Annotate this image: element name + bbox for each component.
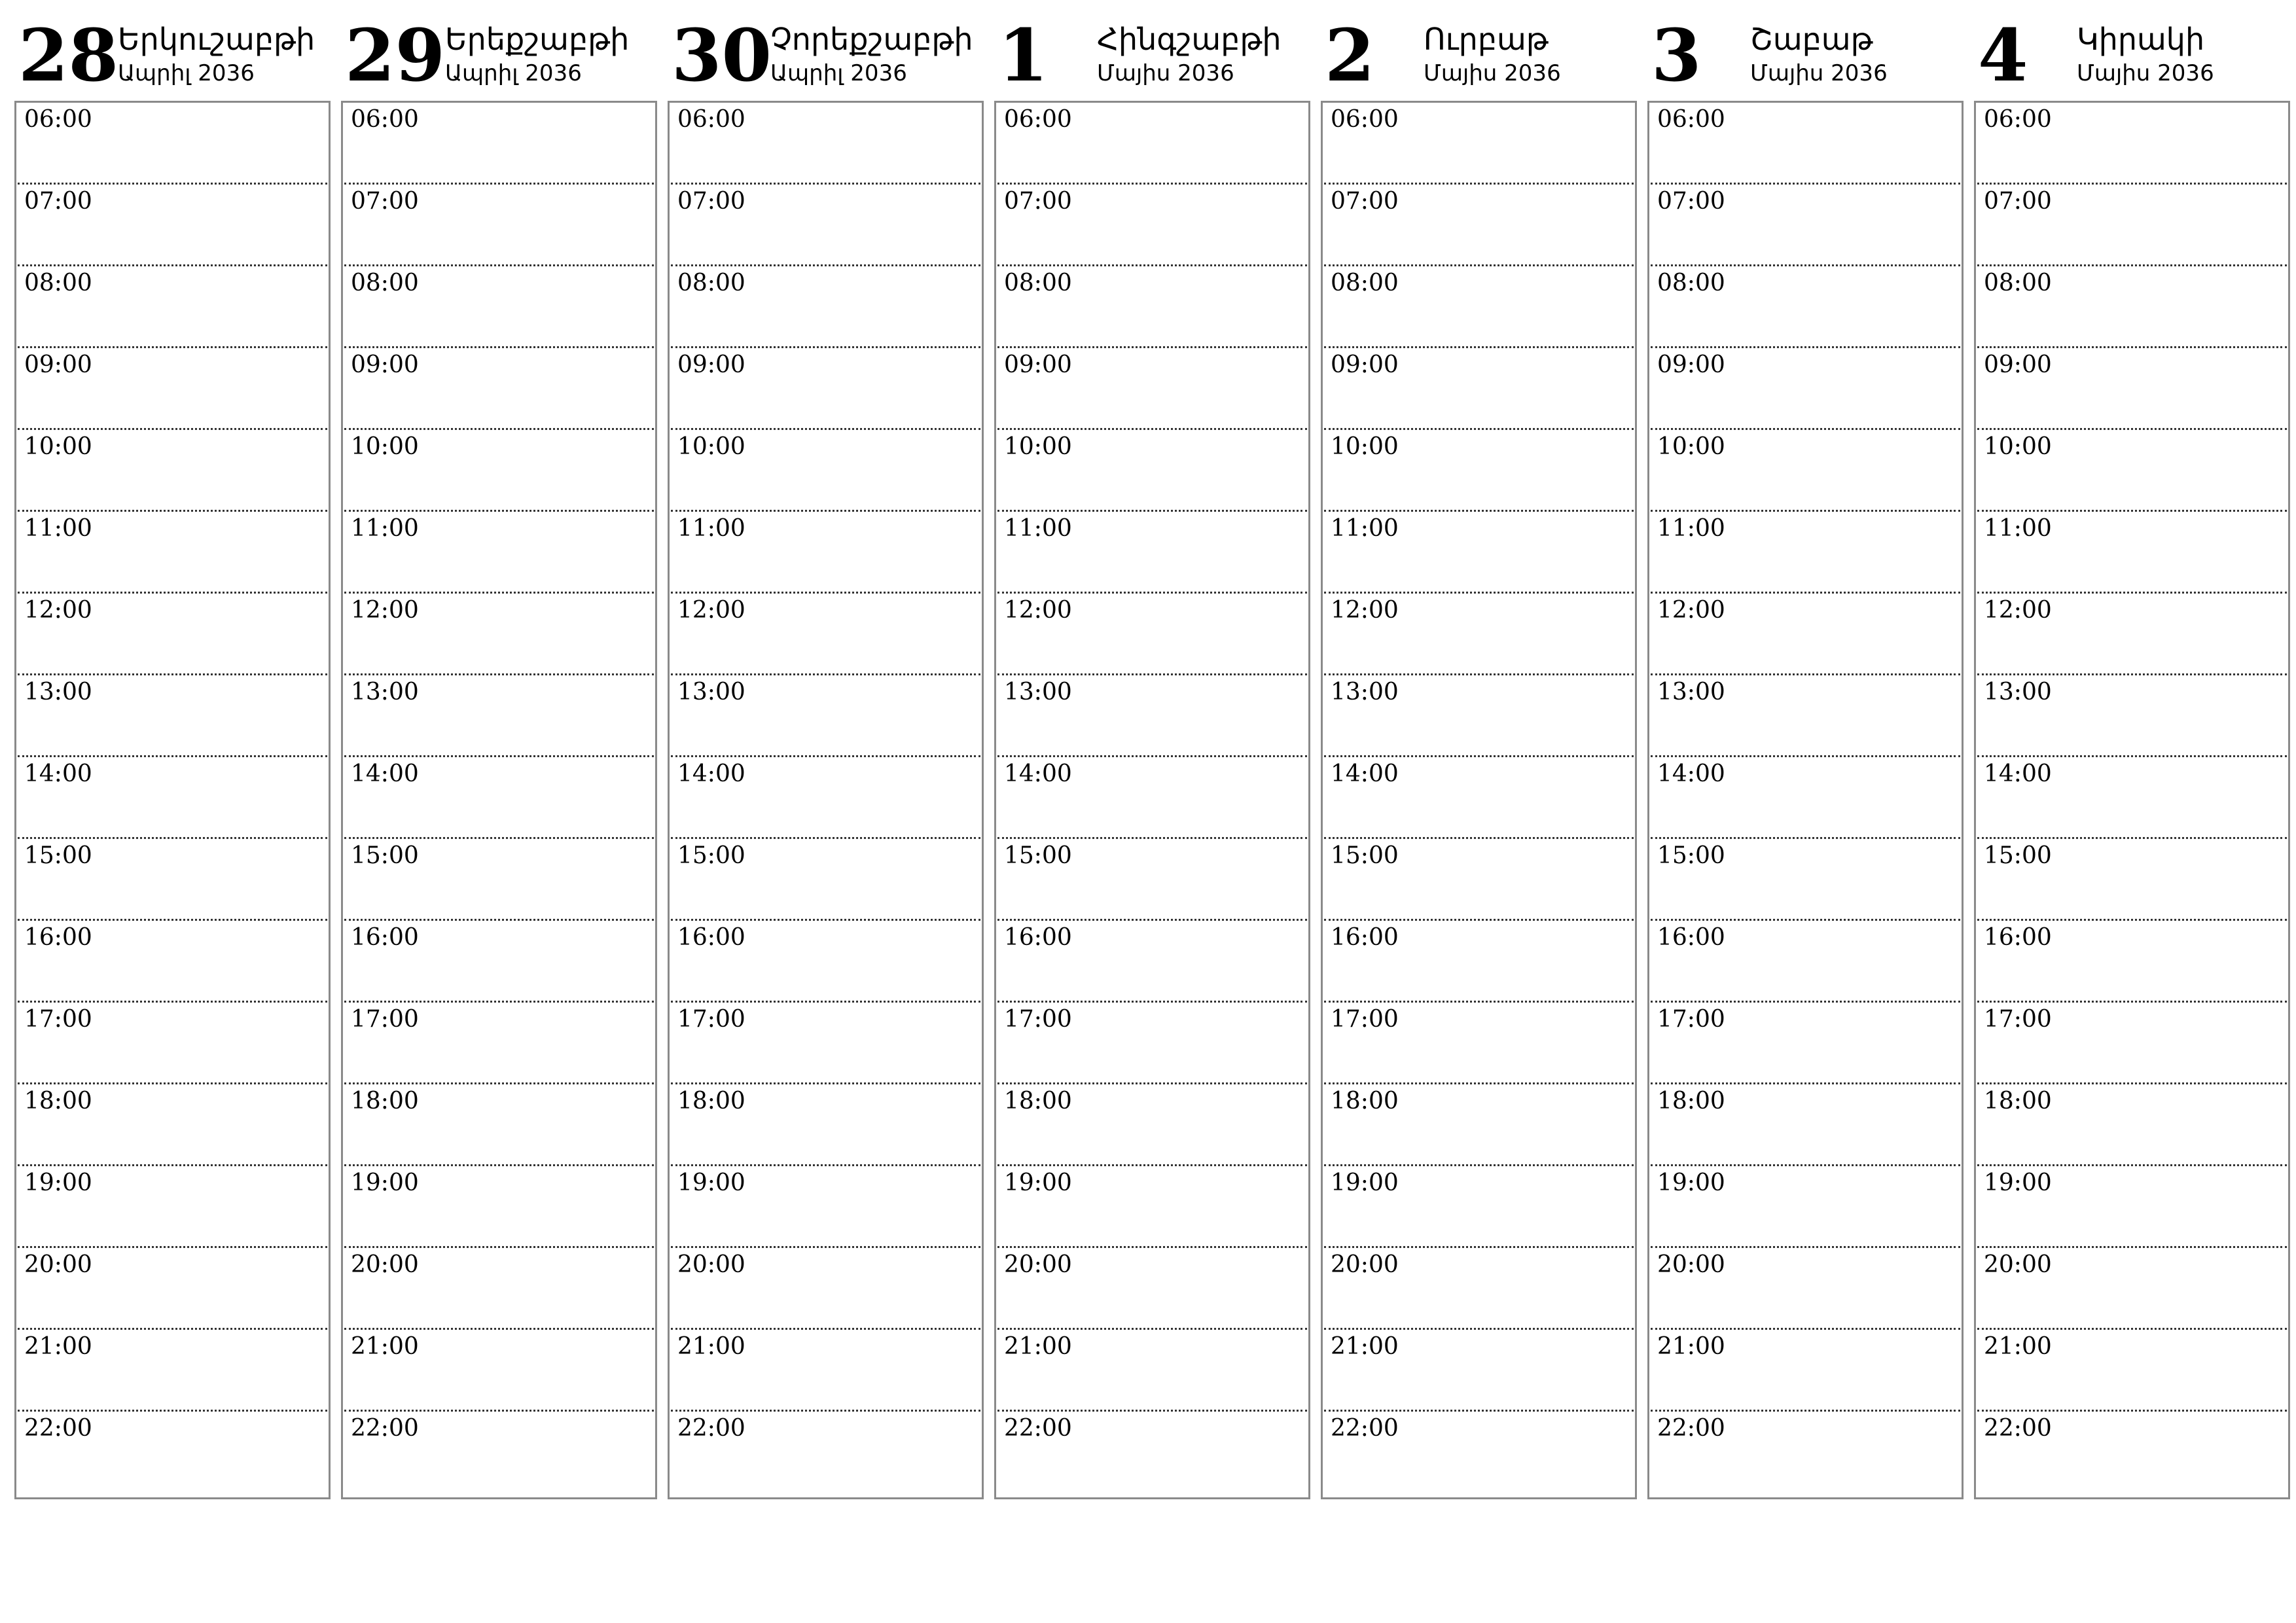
hour-slot[interactable] (1324, 675, 1634, 757)
hour-slot[interactable] (997, 1084, 1307, 1166)
hour-label: 14:00 (1657, 760, 1725, 787)
hour-label: 18:00 (1984, 1088, 2052, 1115)
hour-label: 20:00 (1657, 1251, 1725, 1278)
day-header (1321, 0, 1635, 98)
day-schedule-box (994, 101, 1310, 1499)
hour-label: 15:00 (1984, 842, 2052, 869)
hour-label: 12:00 (1331, 597, 1399, 624)
day-header (668, 0, 982, 98)
hour-label: 20:00 (351, 1251, 419, 1278)
hour-label: 07:00 (351, 188, 419, 215)
hour-label: 19:00 (24, 1169, 92, 1196)
hour-label: 22:00 (677, 1415, 745, 1442)
hour-slot[interactable] (997, 348, 1307, 430)
hour-label: 13:00 (1984, 679, 2052, 705)
hour-slot[interactable] (997, 1248, 1307, 1330)
day-schedule-box (668, 101, 984, 1499)
weekday-label: Շաբաթ (1750, 22, 1873, 57)
hour-slot[interactable] (18, 348, 327, 430)
hour-label: 06:00 (1984, 106, 2052, 133)
hour-label: 11:00 (1984, 515, 2052, 542)
hour-label: 10:00 (351, 433, 419, 460)
hour-label: 19:00 (1657, 1169, 1725, 1196)
hour-label: 21:00 (1657, 1333, 1725, 1360)
hour-label: 07:00 (1331, 188, 1399, 215)
weekday-label: Ուրբաթ (1424, 22, 1549, 57)
hour-label: 12:00 (677, 597, 745, 624)
hour-label: 13:00 (1004, 679, 1072, 705)
hour-label: 11:00 (351, 515, 419, 542)
hour-slot[interactable] (1324, 430, 1634, 512)
hour-slot[interactable] (344, 103, 654, 185)
hour-label: 12:00 (1984, 597, 2052, 624)
hour-label: 15:00 (1657, 842, 1725, 869)
hour-slot[interactable] (671, 1084, 980, 1166)
hour-slot[interactable] (344, 1084, 654, 1166)
hour-label: 22:00 (351, 1415, 419, 1442)
hour-label: 08:00 (1331, 270, 1399, 296)
day-header (1647, 0, 1962, 98)
hour-label: 16:00 (24, 924, 92, 951)
weekday-label: Կիրակի (2077, 22, 2205, 57)
hour-label: 06:00 (351, 106, 419, 133)
hour-slot[interactable] (1324, 185, 1634, 266)
hour-label: 18:00 (677, 1088, 745, 1115)
hour-slot[interactable] (1651, 512, 1960, 594)
hour-label: 19:00 (677, 1169, 745, 1196)
hour-slot[interactable] (1651, 675, 1960, 757)
hour-slot[interactable] (671, 103, 980, 185)
day-header (341, 0, 655, 98)
month-year-label: Ապրիլ 2036 (445, 60, 582, 86)
hour-slot[interactable] (18, 1166, 327, 1248)
hour-label: 09:00 (1657, 351, 1725, 378)
hour-label: 20:00 (677, 1251, 745, 1278)
hour-slot[interactable] (18, 839, 327, 921)
hour-label: 21:00 (1004, 1333, 1072, 1360)
hour-label: 17:00 (1984, 1006, 2052, 1033)
hour-slot[interactable] (997, 266, 1307, 348)
hour-label: 14:00 (677, 760, 745, 787)
hour-label: 08:00 (24, 270, 92, 296)
hour-slot[interactable] (1324, 594, 1634, 675)
hour-slot[interactable] (1651, 266, 1960, 348)
hour-label: 16:00 (351, 924, 419, 951)
hour-label: 10:00 (24, 433, 92, 460)
hour-slot[interactable] (18, 103, 327, 185)
hour-label: 15:00 (24, 842, 92, 869)
hour-slot[interactable] (671, 675, 980, 757)
hour-label: 09:00 (677, 351, 745, 378)
hour-slot[interactable] (997, 430, 1307, 512)
hour-label: 17:00 (24, 1006, 92, 1033)
hour-label: 22:00 (1657, 1415, 1725, 1442)
hour-label: 19:00 (1004, 1169, 1072, 1196)
hour-slot[interactable] (18, 512, 327, 594)
hour-label: 10:00 (1657, 433, 1725, 460)
hour-slot[interactable] (671, 594, 980, 675)
hour-slot[interactable] (1651, 185, 1960, 266)
hour-slot[interactable] (1651, 103, 1960, 185)
hour-label: 07:00 (24, 188, 92, 215)
hour-slot[interactable] (18, 1412, 327, 1493)
hour-slot[interactable] (997, 594, 1307, 675)
hour-label: 13:00 (1657, 679, 1725, 705)
hour-label: 22:00 (1004, 1415, 1072, 1442)
hour-slot[interactable] (18, 1248, 327, 1330)
hour-label: 13:00 (677, 679, 745, 705)
hour-label: 11:00 (677, 515, 745, 542)
hour-slot[interactable] (671, 1412, 980, 1493)
month-year-label: Մայիս 2036 (1424, 60, 1561, 86)
hour-label: 21:00 (1331, 1333, 1399, 1360)
hour-label: 15:00 (1331, 842, 1399, 869)
hour-label: 09:00 (1984, 351, 2052, 378)
month-year-label: Ապրիլ 2036 (770, 60, 907, 86)
hour-label: 13:00 (24, 679, 92, 705)
hour-label: 11:00 (24, 515, 92, 542)
hour-slot[interactable] (18, 594, 327, 675)
month-year-label: Ապրիլ 2036 (118, 60, 255, 86)
hour-label: 17:00 (1657, 1006, 1725, 1033)
hour-slot[interactable] (1977, 103, 2287, 185)
hour-slot[interactable] (344, 266, 654, 348)
weekday-label: Չորեքշաբթի (770, 22, 973, 57)
hour-slot[interactable] (1977, 1084, 2287, 1166)
hour-slot[interactable] (1651, 757, 1960, 839)
hour-label: 16:00 (1004, 924, 1072, 951)
hour-label: 16:00 (677, 924, 745, 951)
hour-slot[interactable] (1977, 266, 2287, 348)
hour-label: 08:00 (351, 270, 419, 296)
hour-slot[interactable] (1324, 921, 1634, 1003)
hour-slot[interactable] (1651, 348, 1960, 430)
hour-label: 13:00 (1331, 679, 1399, 705)
hour-slot[interactable] (1977, 1412, 2287, 1493)
hour-slot[interactable] (1324, 839, 1634, 921)
hour-slot[interactable] (671, 921, 980, 1003)
hour-label: 07:00 (1004, 188, 1072, 215)
hour-label: 11:00 (1004, 515, 1072, 542)
hour-slot[interactable] (1324, 1084, 1634, 1166)
hour-label: 07:00 (1657, 188, 1725, 215)
hour-label: 17:00 (677, 1006, 745, 1033)
hour-slot[interactable] (1324, 1003, 1634, 1084)
hour-slot[interactable] (1977, 512, 2287, 594)
hour-label: 15:00 (677, 842, 745, 869)
hour-label: 12:00 (1657, 597, 1725, 624)
hour-label: 17:00 (1331, 1006, 1399, 1033)
hour-slot[interactable] (997, 1166, 1307, 1248)
hour-label: 07:00 (1984, 188, 2052, 215)
day-number: 28 (18, 13, 119, 98)
hour-slot[interactable] (671, 757, 980, 839)
hour-slot[interactable] (1651, 594, 1960, 675)
hour-label: 07:00 (677, 188, 745, 215)
hour-slot[interactable] (997, 185, 1307, 266)
hour-slot[interactable] (671, 839, 980, 921)
hour-slot[interactable] (1977, 921, 2287, 1003)
hour-slot[interactable] (18, 185, 327, 266)
hour-label: 16:00 (1331, 924, 1399, 951)
weekday-label: Երեքշաբթի (445, 22, 630, 57)
hour-slot[interactable] (997, 675, 1307, 757)
hour-slot[interactable] (344, 1003, 654, 1084)
hour-label: 20:00 (24, 1251, 92, 1278)
hour-slot[interactable] (997, 757, 1307, 839)
hour-slot[interactable] (1977, 675, 2287, 757)
hour-slot[interactable] (1651, 921, 1960, 1003)
hour-slot[interactable] (997, 1412, 1307, 1493)
hour-slot[interactable] (997, 839, 1307, 921)
hour-slot[interactable] (18, 921, 327, 1003)
hour-slot[interactable] (18, 430, 327, 512)
hour-slot[interactable] (1651, 1330, 1960, 1412)
hour-label: 06:00 (1657, 106, 1725, 133)
hour-slot[interactable] (1977, 1330, 2287, 1412)
hour-slot[interactable] (1651, 1166, 1960, 1248)
hour-slot[interactable] (1324, 1248, 1634, 1330)
hour-label: 16:00 (1657, 924, 1725, 951)
hour-label: 21:00 (351, 1333, 419, 1360)
hour-slot[interactable] (344, 594, 654, 675)
hour-label: 14:00 (351, 760, 419, 787)
hour-slot[interactable] (18, 1084, 327, 1166)
hour-slot[interactable] (671, 1003, 980, 1084)
hour-slot[interactable] (1324, 1330, 1634, 1412)
hour-slot[interactable] (1651, 839, 1960, 921)
hour-label: 06:00 (1331, 106, 1399, 133)
day-schedule-box (1974, 101, 2290, 1499)
hour-label: 15:00 (1004, 842, 1072, 869)
hour-label: 17:00 (351, 1006, 419, 1033)
hour-slot[interactable] (671, 348, 980, 430)
hour-label: 12:00 (351, 597, 419, 624)
hour-slot[interactable] (1651, 1084, 1960, 1166)
hour-label: 10:00 (1004, 433, 1072, 460)
hour-slot[interactable] (997, 512, 1307, 594)
day-number: 29 (345, 13, 446, 98)
hour-label: 12:00 (24, 597, 92, 624)
hour-slot[interactable] (344, 1412, 654, 1493)
hour-label: 21:00 (677, 1333, 745, 1360)
hour-label: 09:00 (1331, 351, 1399, 378)
hour-label: 09:00 (24, 351, 92, 378)
hour-label: 06:00 (677, 106, 745, 133)
hour-slot[interactable] (997, 1003, 1307, 1084)
hour-slot[interactable] (1977, 839, 2287, 921)
hour-label: 18:00 (24, 1088, 92, 1115)
hour-label: 15:00 (351, 842, 419, 869)
hour-label: 22:00 (1984, 1415, 2052, 1442)
hour-slot[interactable] (18, 266, 327, 348)
hour-label: 21:00 (1984, 1333, 2052, 1360)
day-number: 2 (1325, 13, 1375, 98)
hour-label: 21:00 (24, 1333, 92, 1360)
hour-slot[interactable] (344, 757, 654, 839)
day-header (994, 0, 1308, 98)
hour-label: 09:00 (1004, 351, 1072, 378)
hour-label: 19:00 (1331, 1169, 1399, 1196)
hour-label: 20:00 (1004, 1251, 1072, 1278)
hour-slot[interactable] (344, 185, 654, 266)
hour-slot[interactable] (1977, 1248, 2287, 1330)
hour-label: 06:00 (1004, 106, 1072, 133)
hour-slot[interactable] (344, 921, 654, 1003)
hour-slot[interactable] (1324, 512, 1634, 594)
hour-label: 17:00 (1004, 1006, 1072, 1033)
hour-label: 14:00 (1984, 760, 2052, 787)
hour-slot[interactable] (671, 430, 980, 512)
hour-label: 18:00 (1331, 1088, 1399, 1115)
hour-label: 08:00 (1984, 270, 2052, 296)
hour-label: 18:00 (351, 1088, 419, 1115)
hour-slot[interactable] (1977, 1003, 2287, 1084)
hour-slot[interactable] (1651, 1412, 1960, 1493)
hour-slot[interactable] (671, 512, 980, 594)
hour-slot[interactable] (1324, 1412, 1634, 1493)
hour-slot[interactable] (997, 1330, 1307, 1412)
day-schedule-box (1647, 101, 1964, 1499)
hour-slot[interactable] (1977, 594, 2287, 675)
weekday-label: Երկուշաբթի (118, 22, 315, 57)
hour-slot[interactable] (344, 839, 654, 921)
hour-slot[interactable] (1977, 757, 2287, 839)
hour-label: 14:00 (24, 760, 92, 787)
hour-slot[interactable] (1651, 1248, 1960, 1330)
hour-label: 08:00 (677, 270, 745, 296)
month-year-label: Մայիս 2036 (2077, 60, 2214, 86)
hour-label: 10:00 (677, 433, 745, 460)
hour-slot[interactable] (1977, 185, 2287, 266)
hour-slot[interactable] (671, 1166, 980, 1248)
day-schedule-box (1321, 101, 1637, 1499)
hour-slot[interactable] (18, 1003, 327, 1084)
hour-slot[interactable] (997, 103, 1307, 185)
day-number: 1 (998, 13, 1049, 98)
hour-slot[interactable] (18, 757, 327, 839)
hour-slot[interactable] (1324, 266, 1634, 348)
hour-label: 08:00 (1657, 270, 1725, 296)
hour-slot[interactable] (1651, 1003, 1960, 1084)
month-year-label: Մայիս 2036 (1750, 60, 1888, 86)
hour-label: 11:00 (1331, 515, 1399, 542)
hour-slot[interactable] (997, 921, 1307, 1003)
hour-slot[interactable] (1324, 103, 1634, 185)
month-year-label: Մայիս 2036 (1097, 60, 1234, 86)
hour-label: 18:00 (1657, 1088, 1725, 1115)
hour-slot[interactable] (1977, 430, 2287, 512)
day-number: 4 (1978, 13, 2028, 98)
hour-label: 20:00 (1984, 1251, 2052, 1278)
hour-label: 14:00 (1331, 760, 1399, 787)
hour-label: 14:00 (1004, 760, 1072, 787)
day-schedule-box (341, 101, 657, 1499)
hour-slot[interactable] (671, 266, 980, 348)
hour-label: 12:00 (1004, 597, 1072, 624)
hour-slot[interactable] (671, 185, 980, 266)
hour-slot[interactable] (671, 1248, 980, 1330)
hour-slot[interactable] (18, 675, 327, 757)
hour-slot[interactable] (344, 512, 654, 594)
hour-slot[interactable] (1324, 1166, 1634, 1248)
hour-label: 19:00 (1984, 1169, 2052, 1196)
hour-label: 09:00 (351, 351, 419, 378)
hour-label: 08:00 (1004, 270, 1072, 296)
hour-slot[interactable] (1651, 430, 1960, 512)
hour-label: 06:00 (24, 106, 92, 133)
hour-slot[interactable] (18, 1330, 327, 1412)
hour-label: 18:00 (1004, 1088, 1072, 1115)
hour-slot[interactable] (344, 430, 654, 512)
day-number: 30 (672, 13, 772, 98)
hour-label: 20:00 (1331, 1251, 1399, 1278)
day-header (1974, 0, 2288, 98)
hour-label: 10:00 (1331, 433, 1399, 460)
hour-slot[interactable] (1977, 1166, 2287, 1248)
hour-label: 16:00 (1984, 924, 2052, 951)
hour-slot[interactable] (1324, 348, 1634, 430)
hour-label: 13:00 (351, 679, 419, 705)
day-header (14, 0, 329, 98)
hour-slot[interactable] (344, 348, 654, 430)
day-number: 3 (1651, 13, 1702, 98)
hour-label: 10:00 (1984, 433, 2052, 460)
hour-slot[interactable] (344, 1248, 654, 1330)
hour-slot[interactable] (344, 675, 654, 757)
hour-label: 11:00 (1657, 515, 1725, 542)
hour-slot[interactable] (344, 1330, 654, 1412)
hour-slot[interactable] (344, 1166, 654, 1248)
hour-label: 19:00 (351, 1169, 419, 1196)
day-schedule-box (14, 101, 331, 1499)
hour-slot[interactable] (671, 1330, 980, 1412)
weekday-label: Հինգշաբթի (1097, 22, 1282, 57)
hour-label: 22:00 (24, 1415, 92, 1442)
hour-slot[interactable] (1977, 348, 2287, 430)
hour-label: 22:00 (1331, 1415, 1399, 1442)
hour-slot[interactable] (1324, 757, 1634, 839)
